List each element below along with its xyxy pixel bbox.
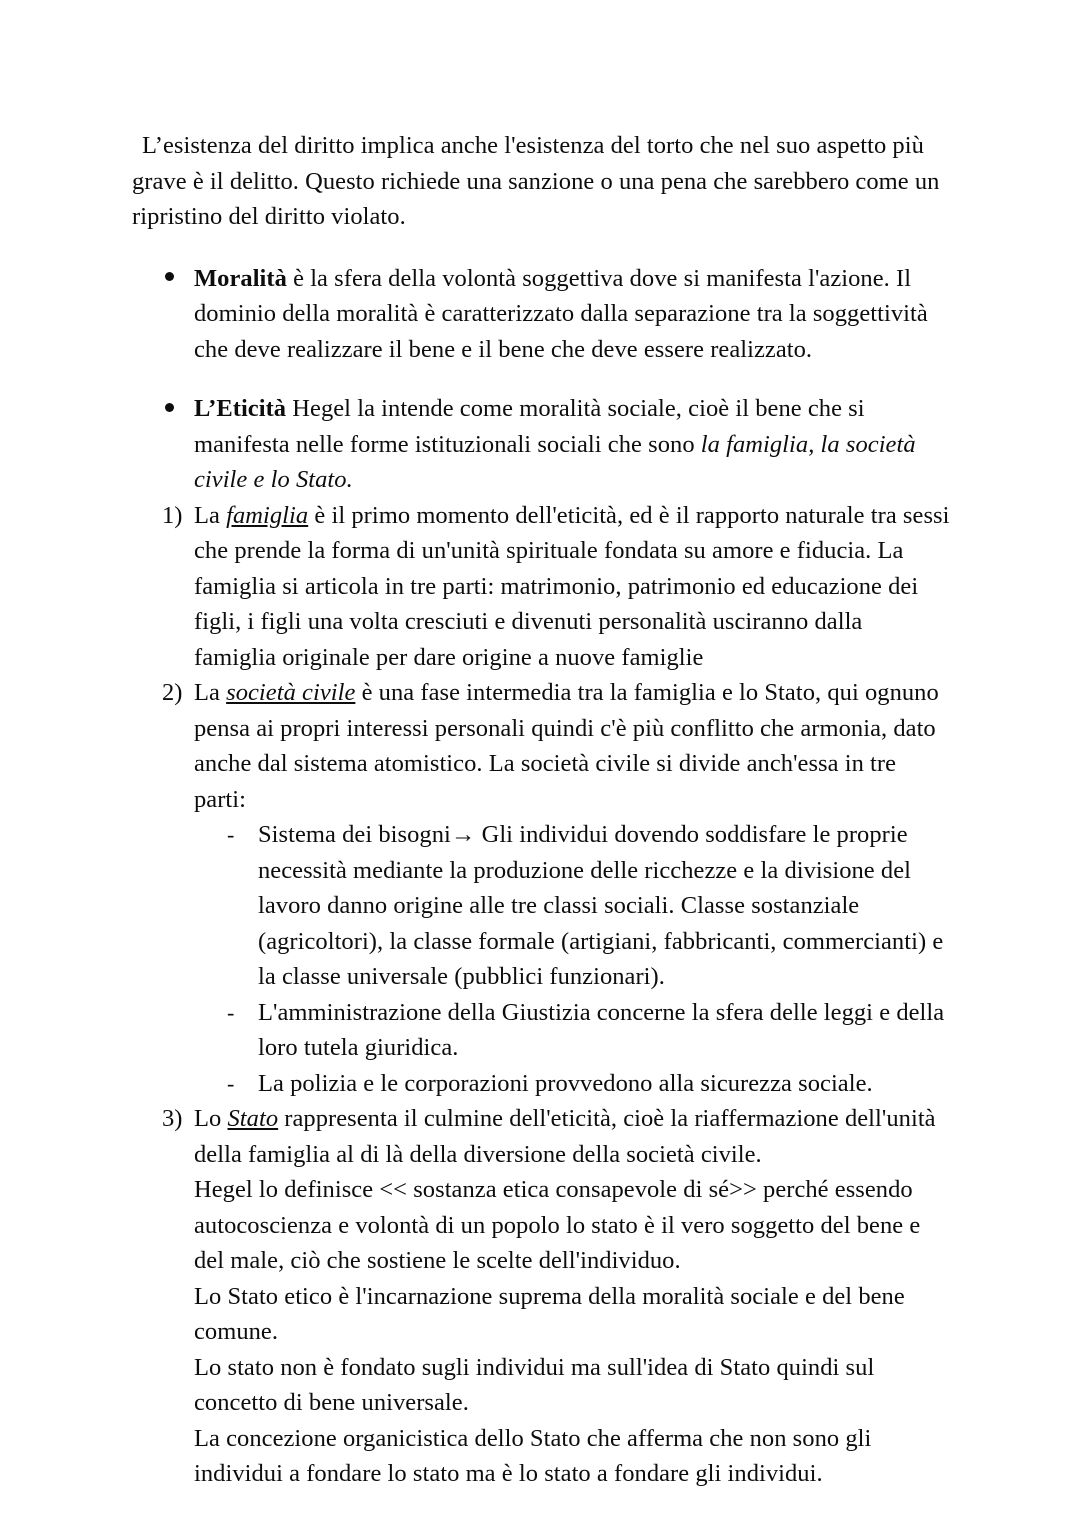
dash-sistema-bisogni-text: Sistema dei bisogni→ Gli individui dovendo soddisfare le proprie necessità mediante la produzione delle ricchezze e la divisione del lavoro danno origine alle tre classi sociali. Classe sostanziale (agricoltori), la classe formale (artigiani, fabbricanti, commercianti) e la classe universale (pubblici funzionari). [258, 821, 944, 990]
numbered-famiglia-text [194, 498, 950, 676]
bullet-eticita-emphasis: la famiglia, la società civile e lo Stato. [194, 430, 916, 493]
numbered-marker-1: 1) [162, 501, 183, 529]
dash-item-sistema-bisogni [132, 817, 950, 995]
bullet-eticita-rest-a: Hegel la intende come moralità sociale, cioè il bene che si manifesta nelle forme istituzionali sociali che sono [194, 395, 865, 458]
dash-polizia-text: La polizia e le corporazioni provvedono alla sicurezza sociale. [258, 1069, 873, 1097]
document-content [132, 128, 950, 1492]
numbered-marker-2: 2) [162, 679, 183, 706]
dash-item-polizia-corporazioni [132, 1066, 950, 1102]
stato-paragraph-definizione: Hegel lo definisce << sostanza etica consapevole di sé>> perché essendo autocoscienza e volontà di un popolo lo stato è il vero soggetto del bene e del male, ciò che sostiene le scelte dell'individuo. [194, 1176, 921, 1274]
numbered-marker-3: 3) [162, 1105, 183, 1132]
numbered-famiglia-post: è il primo momento dell'eticità, ed è il rapporto naturale tra sessi che prende la forma di un'unità spirituale fondata su amore e fiducia. La famiglia si articola in tre parti: matrimonio, patrimonio ed educazione dei figli, i figli una volta cresciuti e divenuti personalità usciranno dalla famiglia originale per dare origine a nuove famiglie [194, 501, 950, 671]
dash-marker-icon: - [227, 999, 235, 1025]
stato-paragraph-fondamento: Lo stato non è fondato sugli individui ma sull'idea di Stato quindi sul concetto di bene universale. [194, 1353, 875, 1416]
bullet-disc-icon [165, 391, 187, 427]
stato-paragraph-organicistica: La concezione organicistica dello Stato che afferma che non sono gli individui a fondare lo stato ma è lo stato a fondare gli individui. [194, 1424, 872, 1487]
numbered-societa-post: è una fase intermedia tra la famiglia e lo Stato, qui ognuno pensa ai propri interessi personali quindi c'è più conflitto che armonia, dato anche dal sistema atomistico. La società civile si divide anch'essa in tre parti: [194, 679, 939, 813]
numbered-societa-pre: La [194, 679, 227, 706]
bullet-eticita-text [194, 391, 950, 498]
dash-sublist [132, 817, 950, 1101]
numbered-stato-pre: Lo [194, 1105, 228, 1132]
numbered-item-stato [132, 1101, 950, 1172]
dash-marker-icon: - [227, 1070, 235, 1096]
dash-marker-icon: - [227, 822, 235, 847]
numbered-societa-text [194, 675, 950, 817]
bullet-eticita-lead: L’Eticità [194, 395, 287, 422]
bullet-item-eticita [132, 391, 950, 498]
bullet-moralita-rest: è la sfera della volontà soggettiva dove si manifesta l'azione. Il dominio della moralità è caratterizzato dalla separazione tra la soggettività che deve realizzare il bene e il bene che deve essere realizzato. [194, 264, 928, 363]
bullet-moralita-lead: Moralità [194, 264, 287, 292]
numbered-famiglia-pre: La [194, 501, 227, 529]
dash-amministrazione-text: L'amministrazione della Giustizia concerne la sfera delle leggi e della loro tutela giuridica. [258, 998, 945, 1061]
dash-item-amministrazione-giustizia [132, 995, 950, 1066]
stato-paragraph-incarnazione: Lo Stato etico è l'incarnazione suprema della moralità sociale e del bene comune. [194, 1282, 905, 1345]
bullet-moralita-text [194, 261, 950, 368]
numbered-item-societa-civile [132, 675, 950, 817]
numbered-famiglia-emphasis: famiglia [226, 501, 309, 529]
bullet-disc-icon [165, 261, 187, 297]
intro-paragraph: L’esistenza del diritto implica anche l'esistenza del torto che nel suo aspetto più grave è il delitto. Questo richiede una sanzione o una pena che sarebbero come un ripristino del diritto violato. [132, 132, 940, 230]
numbered-stato-emphasis: Stato [227, 1105, 279, 1132]
numbered-item-famiglia [132, 498, 950, 676]
numbered-societa-emphasis: società civile [226, 679, 356, 706]
numbered-stato-post: rappresenta il culmine dell'eticità, cioè la riaffermazione dell'unità della famiglia al di là della diversione della società civile. [194, 1105, 936, 1168]
numbered-stato-text [194, 1101, 950, 1172]
bullet-item-moralita [132, 261, 950, 368]
